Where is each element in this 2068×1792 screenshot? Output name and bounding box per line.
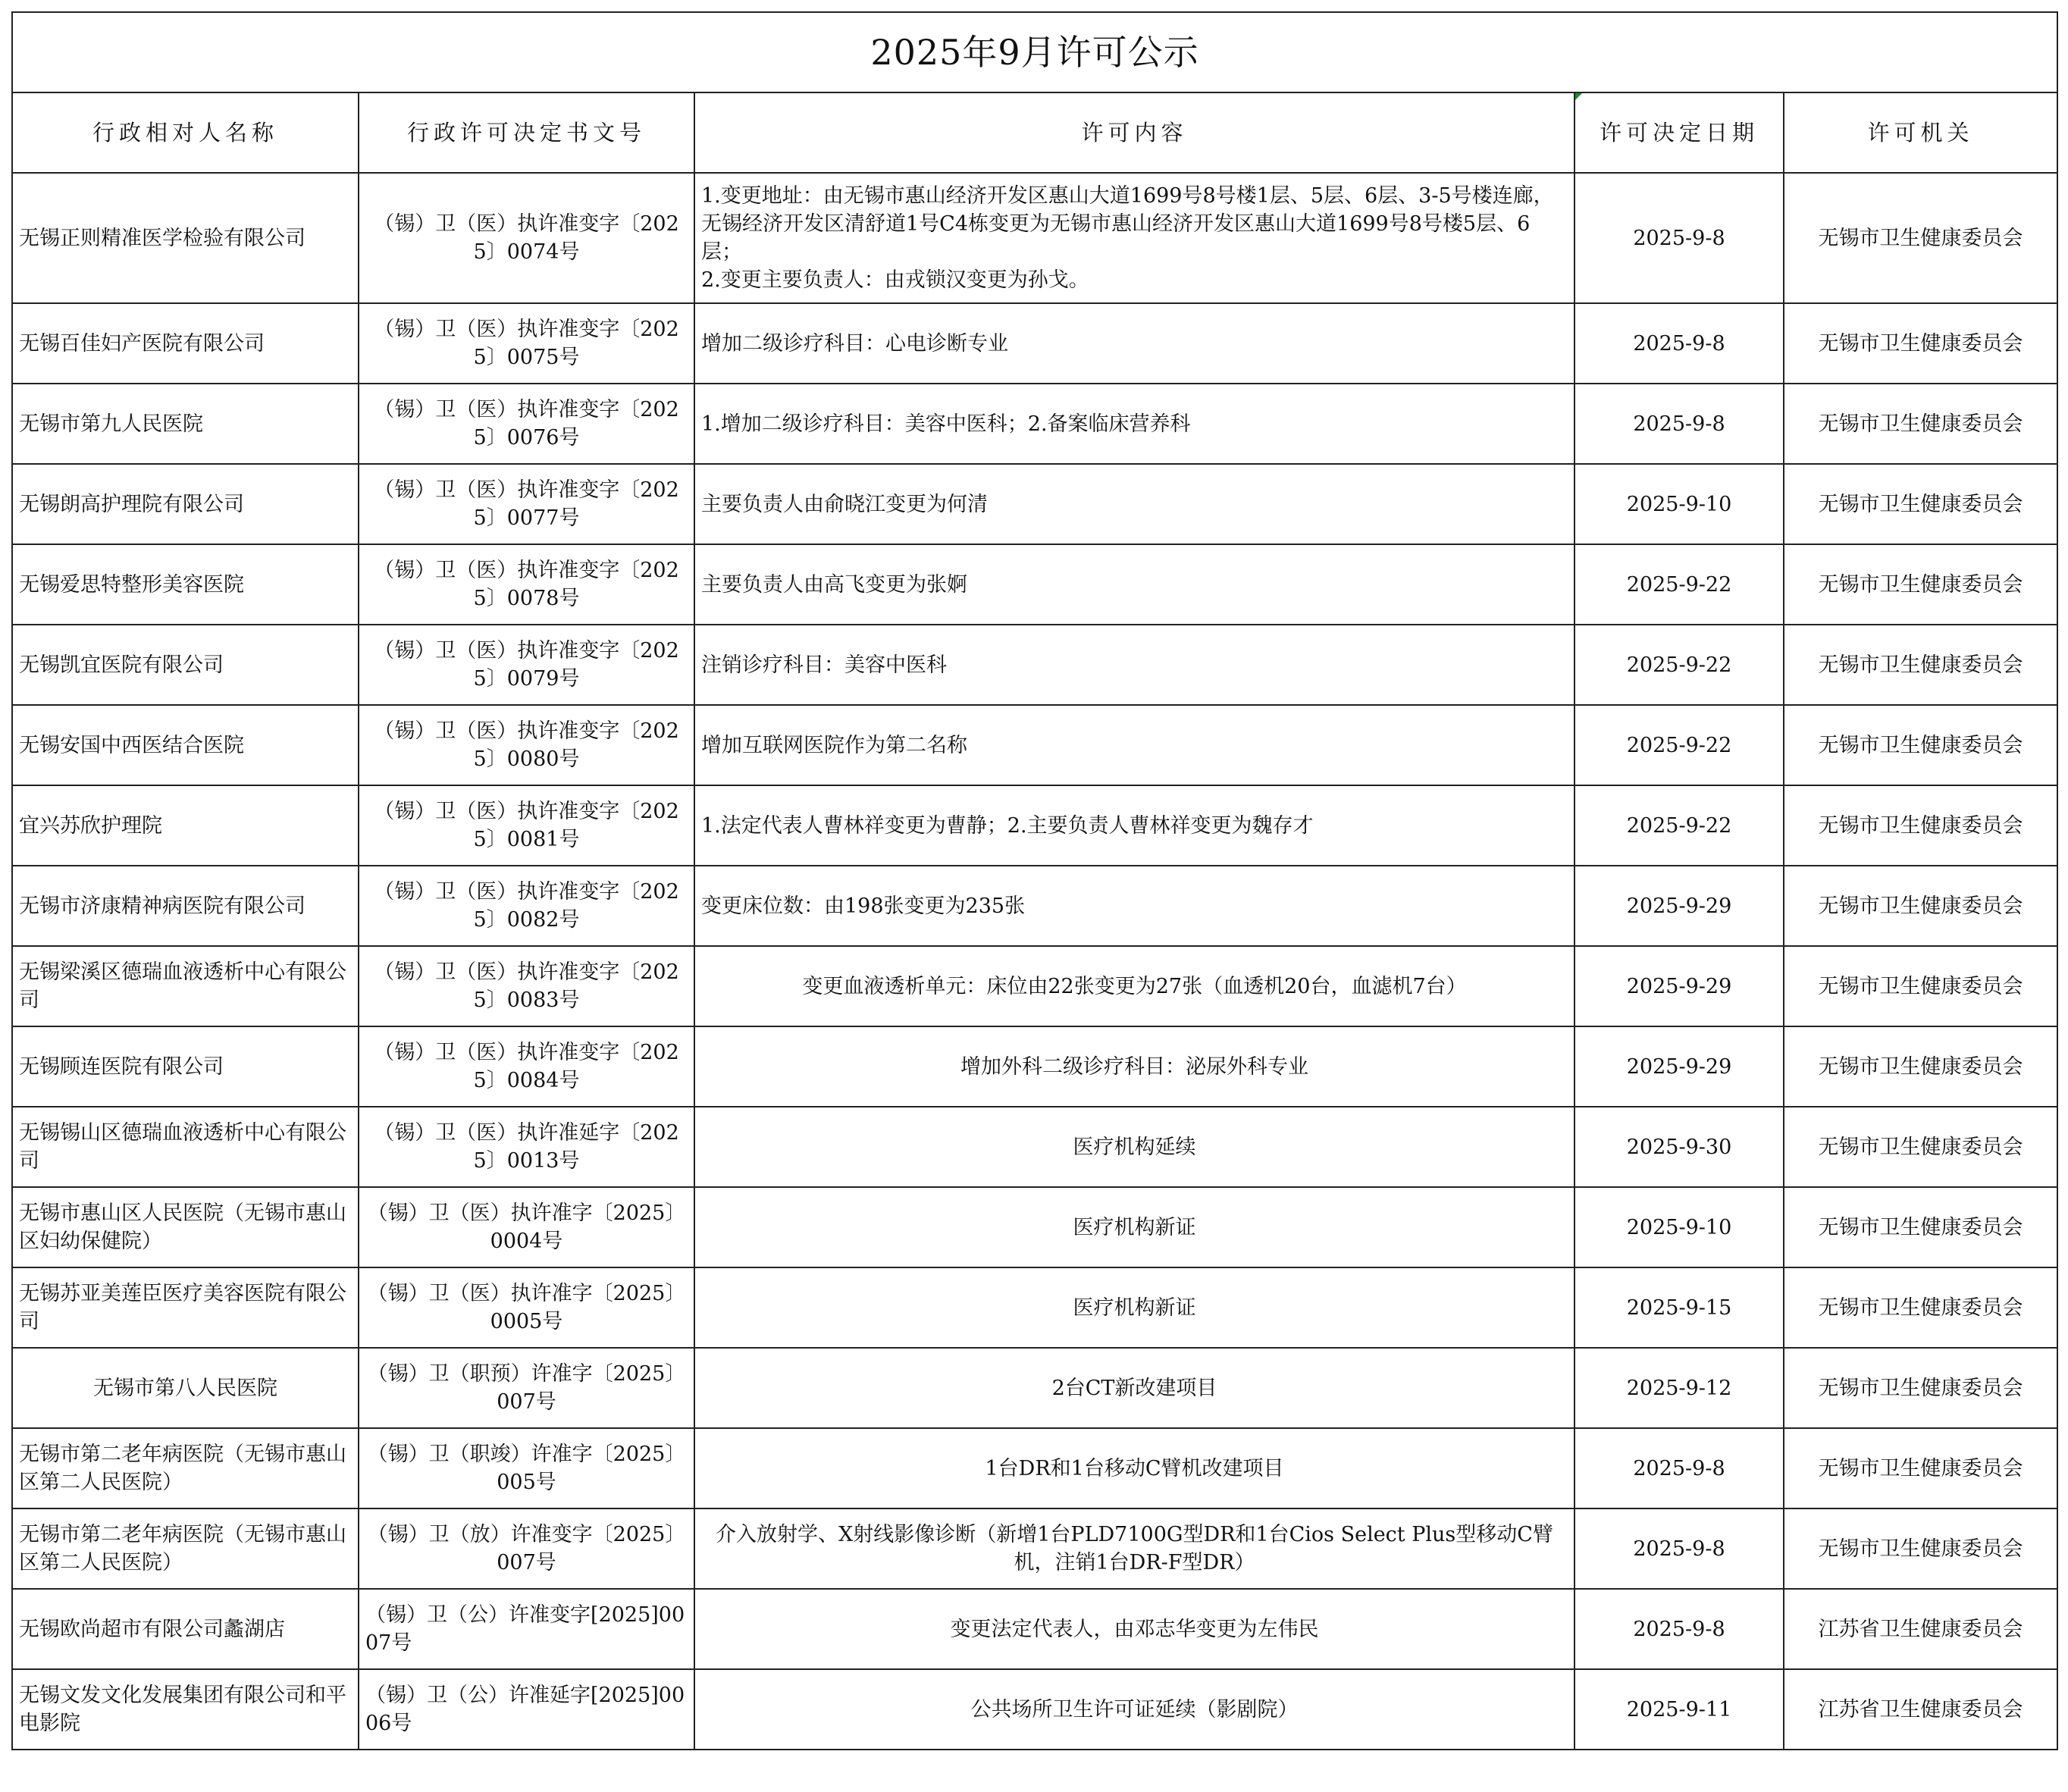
cell-doc-number: （锡）卫（医）执许准变字〔2025〕0083号 xyxy=(359,946,694,1026)
cell-doc-number: （锡）卫（公）许准延字[2025]0006号 xyxy=(359,1669,694,1750)
cell-doc-number: （锡）卫（职预）许准字〔2025〕007号 xyxy=(359,1348,694,1428)
cell-authority: 无锡市卫生健康委员会 xyxy=(1784,173,2057,303)
cell-content: 变更血液透析单元：床位由22张变更为27张（血透机20台，血滤机7台） xyxy=(694,946,1574,1026)
table-title: 2025年9月许可公示 xyxy=(12,12,2057,92)
table-row xyxy=(12,625,2057,705)
table-row xyxy=(12,1187,2057,1267)
cell-authority: 无锡市卫生健康委员会 xyxy=(1784,1508,2057,1589)
cell-authority: 江苏省卫生健康委员会 xyxy=(1784,1669,2057,1750)
cell-name: 无锡朗高护理院有限公司 xyxy=(12,464,359,544)
cell-content: 变更床位数：由198张变更为235张 xyxy=(694,866,1574,946)
header-content: 许可内容 xyxy=(694,92,1574,173)
cell-content: 医疗机构新证 xyxy=(694,1267,1574,1348)
cell-doc-number: （锡）卫（医）执许准变字〔2025〕0079号 xyxy=(359,625,694,705)
cell-doc-number: （锡）卫（医）执许准字〔2025〕0005号 xyxy=(359,1267,694,1348)
cell-name: 无锡正则精准医学检验有限公司 xyxy=(12,173,359,303)
cell-authority: 无锡市卫生健康委员会 xyxy=(1784,544,2057,625)
cell-authority: 无锡市卫生健康委员会 xyxy=(1784,1428,2057,1508)
cell-name: 无锡欧尚超市有限公司蠡湖店 xyxy=(12,1589,359,1669)
table-row xyxy=(12,1107,2057,1187)
cell-name: 无锡市济康精神病医院有限公司 xyxy=(12,866,359,946)
cell-name: 无锡苏亚美莲臣医疗美容医院有限公司 xyxy=(12,1267,359,1348)
cell-authority: 无锡市卫生健康委员会 xyxy=(1784,1026,2057,1107)
cell-doc-number: （锡）卫（职竣）许准字〔2025〕005号 xyxy=(359,1428,694,1508)
cell-date: 2025-9-22 xyxy=(1574,544,1784,625)
cell-authority: 江苏省卫生健康委员会 xyxy=(1784,1589,2057,1669)
cell-content: 主要负责人由俞晓江变更为何清 xyxy=(694,464,1574,544)
header-name: 行政相对人名称 xyxy=(12,92,359,173)
cell-doc-number: （锡）卫（放）许准变字〔2025〕007号 xyxy=(359,1508,694,1589)
header-date-label: 许可决定日期 xyxy=(1599,119,1759,146)
cell-date: 2025-9-29 xyxy=(1574,1026,1784,1107)
cell-date: 2025-9-10 xyxy=(1574,464,1784,544)
cell-name: 无锡安国中西医结合医院 xyxy=(12,705,359,785)
cell-content: 医疗机构新证 xyxy=(694,1187,1574,1267)
title-row xyxy=(12,12,2057,92)
table-row xyxy=(12,705,2057,785)
cell-date: 2025-9-8 xyxy=(1574,303,1784,384)
cell-content: 主要负责人由高飞变更为张婀 xyxy=(694,544,1574,625)
cell-content: 1.增加二级诊疗科目：美容中医科；2.备案临床营养科 xyxy=(694,384,1574,464)
cell-content: 增加二级诊疗科目：心电诊断专业 xyxy=(694,303,1574,384)
cell-authority: 无锡市卫生健康委员会 xyxy=(1784,946,2057,1026)
cell-authority: 无锡市卫生健康委员会 xyxy=(1784,1267,2057,1348)
permit-table xyxy=(11,11,2058,1750)
cell-comment-marker-icon xyxy=(1575,93,1582,100)
cell-authority: 无锡市卫生健康委员会 xyxy=(1784,464,2057,544)
cell-name: 无锡百佳妇产医院有限公司 xyxy=(12,303,359,384)
cell-date: 2025-9-12 xyxy=(1574,1348,1784,1428)
cell-doc-number: （锡）卫（医）执许准变字〔2025〕0075号 xyxy=(359,303,694,384)
cell-authority: 无锡市卫生健康委员会 xyxy=(1784,384,2057,464)
cell-content: 变更法定代表人，由邓志华变更为左伟民 xyxy=(694,1589,1574,1669)
table-row xyxy=(12,1669,2057,1750)
cell-date: 2025-9-8 xyxy=(1574,173,1784,303)
cell-date: 2025-9-15 xyxy=(1574,1267,1784,1348)
table-row xyxy=(12,1508,2057,1589)
header-date xyxy=(1574,92,1784,173)
cell-name: 无锡爱思特整形美容医院 xyxy=(12,544,359,625)
cell-doc-number: （锡）卫（公）许准变字[2025]0007号 xyxy=(359,1589,694,1669)
cell-name: 无锡顾连医院有限公司 xyxy=(12,1026,359,1107)
cell-date: 2025-9-8 xyxy=(1574,1508,1784,1589)
cell-authority: 无锡市卫生健康委员会 xyxy=(1784,866,2057,946)
cell-doc-number: （锡）卫（医）执许准延字〔2025〕0013号 xyxy=(359,1107,694,1187)
table-row xyxy=(12,303,2057,384)
table-row xyxy=(12,464,2057,544)
table-row xyxy=(12,384,2057,464)
cell-date: 2025-9-29 xyxy=(1574,946,1784,1026)
cell-authority: 无锡市卫生健康委员会 xyxy=(1784,1187,2057,1267)
cell-authority: 无锡市卫生健康委员会 xyxy=(1784,1348,2057,1428)
cell-authority: 无锡市卫生健康委员会 xyxy=(1784,705,2057,785)
cell-doc-number: （锡）卫（医）执许准变字〔2025〕0077号 xyxy=(359,464,694,544)
table-row xyxy=(12,866,2057,946)
cell-content: 2台CT新改建项目 xyxy=(694,1348,1574,1428)
cell-date: 2025-9-8 xyxy=(1574,384,1784,464)
cell-content: 增加互联网医院作为第二名称 xyxy=(694,705,1574,785)
header-doc: 行政许可决定书文号 xyxy=(359,92,694,173)
cell-authority: 无锡市卫生健康委员会 xyxy=(1784,1107,2057,1187)
cell-name: 无锡市第二老年病医院（无锡市惠山区第二人民医院） xyxy=(12,1508,359,1589)
table-row xyxy=(12,1428,2057,1508)
cell-date: 2025-9-10 xyxy=(1574,1187,1784,1267)
cell-doc-number: （锡）卫（医）执许准变字〔2025〕0078号 xyxy=(359,544,694,625)
cell-doc-number: （锡）卫（医）执许准变字〔2025〕0076号 xyxy=(359,384,694,464)
cell-content: 公共场所卫生许可证延续（影剧院） xyxy=(694,1669,1574,1750)
cell-name: 宜兴苏欣护理院 xyxy=(12,785,359,866)
cell-doc-number: （锡）卫（医）执许准变字〔2025〕0084号 xyxy=(359,1026,694,1107)
cell-doc-number: （锡）卫（医）执许准变字〔2025〕0081号 xyxy=(359,785,694,866)
table-row xyxy=(12,1348,2057,1428)
cell-date: 2025-9-8 xyxy=(1574,1428,1784,1508)
cell-content: 注销诊疗科目：美容中医科 xyxy=(694,625,1574,705)
cell-date: 2025-9-11 xyxy=(1574,1669,1784,1750)
cell-date: 2025-9-22 xyxy=(1574,705,1784,785)
cell-date: 2025-9-22 xyxy=(1574,785,1784,866)
cell-doc-number: （锡）卫（医）执许准变字〔2025〕0082号 xyxy=(359,866,694,946)
cell-date: 2025-9-22 xyxy=(1574,625,1784,705)
cell-name: 无锡凯宜医院有限公司 xyxy=(12,625,359,705)
table-row xyxy=(12,1267,2057,1348)
cell-name: 无锡市第九人民医院 xyxy=(12,384,359,464)
cell-doc-number: （锡）卫（医）执许准字〔2025〕0004号 xyxy=(359,1187,694,1267)
table-row xyxy=(12,1589,2057,1669)
cell-content: 医疗机构延续 xyxy=(694,1107,1574,1187)
cell-content: 1.变更地址：由无锡市惠山经济开发区惠山大道1699号8号楼1层、5层、6层、3-5号楼连廊，无锡经济开发区清舒道1号C4栋变更为无锡市惠山经济开发区惠山大道1699号8号楼5层、6层； 2.变更主要负责人：由戎锁汉变更为孙戈。 xyxy=(694,173,1574,303)
cell-content: 1.法定代表人曹林祥变更为曹静；2.主要负责人曹林祥变更为魏存才 xyxy=(694,785,1574,866)
cell-doc-number: （锡）卫（医）执许准变字〔2025〕0080号 xyxy=(359,705,694,785)
cell-name: 无锡锡山区德瑞血液透析中心有限公司 xyxy=(12,1107,359,1187)
header-org: 许可机关 xyxy=(1784,92,2057,173)
cell-content: 介入放射学、X射线影像诊断（新增1台PLD7100G型DR和1台Cios Select Plus型移动C臂机，注销1台DR-F型DR） xyxy=(694,1508,1574,1589)
cell-authority: 无锡市卫生健康委员会 xyxy=(1784,625,2057,705)
cell-authority: 无锡市卫生健康委员会 xyxy=(1784,303,2057,384)
table-row xyxy=(12,946,2057,1026)
cell-name: 无锡梁溪区德瑞血液透析中心有限公司 xyxy=(12,946,359,1026)
cell-date: 2025-9-8 xyxy=(1574,1589,1784,1669)
cell-date: 2025-9-30 xyxy=(1574,1107,1784,1187)
table-row xyxy=(12,1026,2057,1107)
table-row xyxy=(12,544,2057,625)
cell-doc-number: （锡）卫（医）执许准变字〔2025〕0074号 xyxy=(359,173,694,303)
cell-name: 无锡市第八人民医院 xyxy=(12,1348,359,1428)
cell-date: 2025-9-29 xyxy=(1574,866,1784,946)
cell-name: 无锡文发文化发展集团有限公司和平电影院 xyxy=(12,1669,359,1750)
table-row xyxy=(12,173,2057,303)
cell-name: 无锡市惠山区人民医院（无锡市惠山区妇幼保健院） xyxy=(12,1187,359,1267)
header-row xyxy=(12,92,2057,173)
table-row xyxy=(12,785,2057,866)
cell-authority: 无锡市卫生健康委员会 xyxy=(1784,785,2057,866)
cell-name: 无锡市第二老年病医院（无锡市惠山区第二人民医院） xyxy=(12,1428,359,1508)
cell-content: 1台DR和1台移动C臂机改建项目 xyxy=(694,1428,1574,1508)
cell-content: 增加外科二级诊疗科目：泌尿外科专业 xyxy=(694,1026,1574,1107)
